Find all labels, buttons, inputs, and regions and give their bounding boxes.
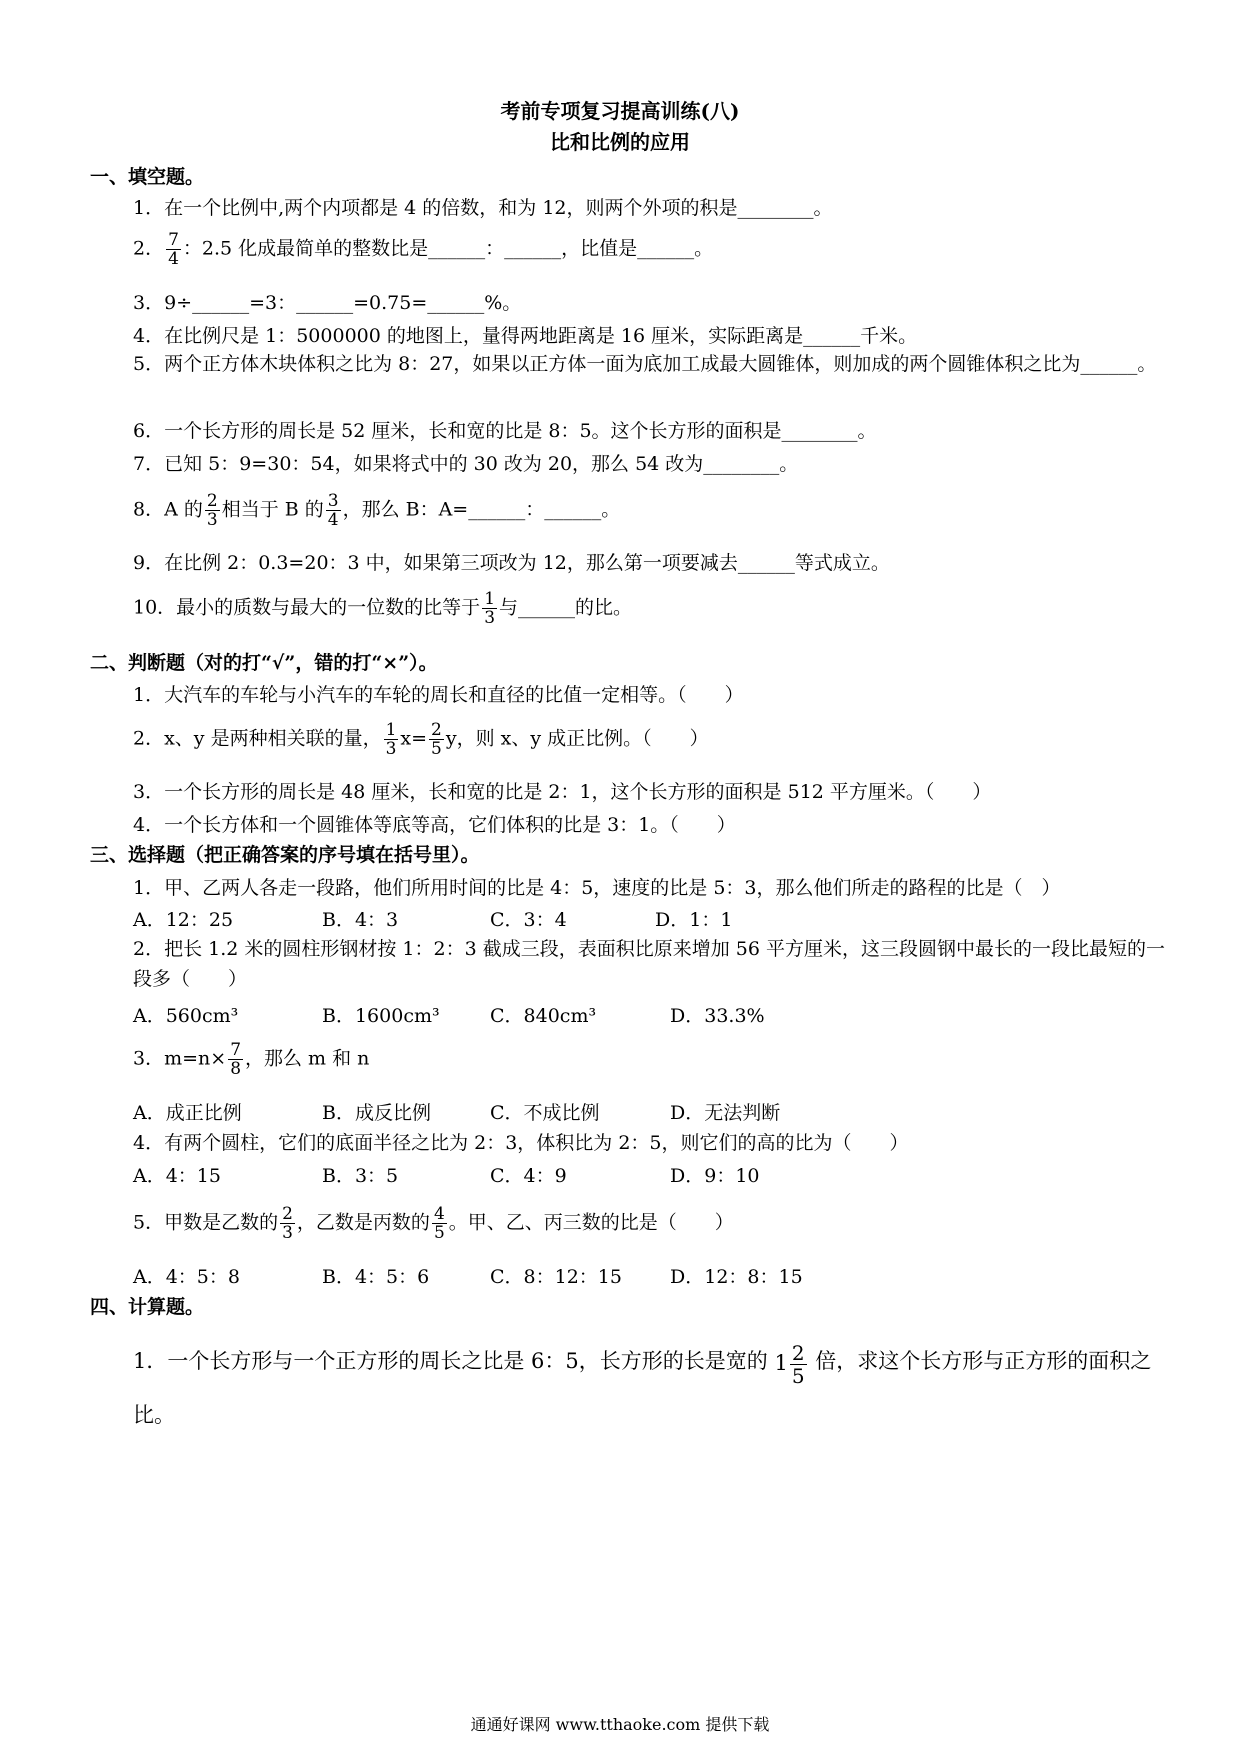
- judge-question-4: 4．一个长方体和一个圆锥体等底等高，它们体积的比是 3：1。（ ）: [133, 814, 736, 836]
- fill-question-7: 7．已知 5：9=30：54，如果将式中的 30 改为 20，那么 54 改为________。: [133, 453, 799, 475]
- choice-q3-option-a: A．成正比例: [133, 1102, 242, 1124]
- choice-q3-option-b: B．成反比例: [322, 1102, 431, 1124]
- choice-q5-option-a: A．4：5：8: [133, 1266, 240, 1288]
- choice-q1-option-a: A．12：25: [133, 909, 234, 931]
- choice-q5-option-d: D．12：8：15: [670, 1266, 803, 1288]
- fill-question-9: 9．在比例 2：0.3=20：3 中，如果第三项改为 12，那么第一项要减去______等式成立。: [133, 552, 890, 574]
- choice-q4-option-a: A．4：15: [133, 1165, 221, 1187]
- fraction-numerator: 2: [206, 491, 218, 511]
- choice-q5-option-c: C．8：12：15: [490, 1266, 622, 1288]
- page-footer: 通通好课网 www.tthaoke.com 提供下载: [470, 1715, 770, 1734]
- fraction-numerator: 1: [385, 720, 397, 740]
- choice-q3-option-c: C．不成比例: [490, 1102, 600, 1124]
- judge-question-2: [133, 721, 709, 758]
- choice-q2-option-a: A．560cm³: [133, 1005, 239, 1027]
- fraction-denominator: 4: [327, 510, 339, 530]
- choice-question-5: [133, 1205, 734, 1242]
- fill-q2-prefix: 2．: [133, 237, 165, 260]
- page-title: 考前专项复习提高训练(八): [500, 99, 740, 123]
- choice-question-1: 1．甲、乙两人各走一段路，他们所用时间的比是 4：5，速度的比是 5：3，那么他们所走的路程的比是（ ）: [133, 877, 1061, 899]
- choice-q5-b: ，乙数是丙数的: [296, 1211, 430, 1234]
- fill-question-10: [133, 590, 632, 627]
- fraction-2-5: [429, 721, 444, 758]
- choice-q3-option-d: D．无法判断: [670, 1102, 781, 1124]
- choice-q5-option-b: B．4：5：6: [322, 1266, 430, 1288]
- fill-q10-b: 与______的比。: [499, 596, 633, 619]
- fill-q2-text: ：2.5 化成最简单的整数比是______：______，比值是______。: [182, 237, 714, 260]
- fill-q8-b: 相当于 B 的: [221, 498, 324, 521]
- fraction-denominator: 3: [484, 608, 496, 628]
- fraction-denominator: 5: [433, 1223, 445, 1243]
- fraction-denominator: 3: [282, 1223, 293, 1243]
- fraction-2-3: [205, 492, 220, 529]
- fraction-denominator: 4: [168, 249, 179, 269]
- fill-question-6: 6．一个长方形的周长是 52 厘米，长和宽的比是 8：5。这个长方形的面积是________。: [133, 420, 877, 442]
- fraction-denominator: 5: [791, 1363, 805, 1388]
- choice-q3-b: ，那么 m 和 n: [245, 1047, 370, 1070]
- choice-question-4: 4．有两个圆柱，它们的底面半径之比为 2：3，体积比为 2：5，则它们的高的比为（ ）: [133, 1132, 909, 1154]
- fraction-numerator: 2: [431, 720, 442, 740]
- choice-q2-option-b: B．1600cm³: [322, 1005, 440, 1027]
- choice-question-3: [133, 1041, 369, 1078]
- calc-q1-b: 倍，求这个长方形与正方形的面积之比。: [133, 1349, 1152, 1427]
- judge-q2-a: 2．x、y 是两种相关联的量，: [133, 727, 382, 750]
- fill-question-5: 5．两个正方体木块体积之比为 8：27，如果以正方体一面为底加工成最大圆锥体，则加成的两个圆锥体积之比为______。: [133, 353, 1157, 375]
- mixed-whole: 1: [774, 1350, 788, 1375]
- choice-q4-option-b: B．3：5: [322, 1165, 399, 1187]
- fill-question-8: [133, 492, 620, 529]
- fraction-denominator: 3: [385, 739, 397, 759]
- fraction-3-4: [326, 492, 341, 529]
- fraction-4-5: [432, 1205, 447, 1242]
- section-judge-heading: 二、判断题（对的打“√”，错的打“×”）。: [90, 652, 438, 674]
- choice-q1-option-b: B．4：3: [322, 909, 399, 931]
- fraction-7-8: [228, 1041, 243, 1078]
- fill-question-2: [133, 231, 713, 268]
- fraction-denominator: 8: [230, 1059, 242, 1079]
- section-calc-heading: 四、计算题。: [90, 1296, 205, 1318]
- fill-question-3: 3．9÷______=3：______=0.75=______%。: [133, 292, 522, 314]
- mixed-number: [774, 1337, 808, 1389]
- fraction-numerator: 4: [433, 1204, 445, 1224]
- fraction-numerator: 3: [327, 491, 339, 511]
- choice-q4-option-d: D．9：10: [670, 1165, 760, 1187]
- fraction-denominator: 3: [206, 510, 218, 530]
- choice-q3-a: 3．m=n×: [133, 1047, 227, 1070]
- calc-question-1: [133, 1335, 1178, 1441]
- fraction-numerator: 1: [484, 589, 496, 609]
- fill-q8-a: 8．A 的: [133, 498, 203, 521]
- choice-q1-option-d: D．1：1: [655, 909, 733, 931]
- fill-q8-c: ，那么 B：A=______：______。: [342, 498, 621, 521]
- choice-q5-a: 5．甲数是乙数的: [133, 1211, 279, 1234]
- choice-q5-c: 。甲、乙、丙三数的比是（ ）: [448, 1211, 734, 1234]
- judge-q2-c: y，则 x、y 成正比例。（ ）: [445, 727, 709, 750]
- choice-q2-option-d: D．33.3%: [670, 1005, 765, 1027]
- fraction-7-4: [166, 231, 181, 268]
- section-fill-heading: 一、填空题。: [90, 166, 205, 188]
- calc-q1-a: 1．一个长方形与一个正方形的周长之比是 6：5，长方形的长是宽的: [133, 1349, 768, 1373]
- judge-q2-b: x=: [400, 727, 428, 750]
- section-choice-heading: 三、选择题（把正确答案的序号填在括号里）。: [90, 844, 480, 866]
- fraction-1-3: [482, 590, 497, 627]
- fraction-numerator: 2: [791, 1340, 805, 1365]
- fill-question-1: 1．在一个比例中,两个内项都是 4 的倍数，和为 12，则两个外项的积是________。: [133, 197, 833, 219]
- judge-question-1: 1．大汽车的车轮与小汽车的车轮的周长和直径的比值一定相等。（ ）: [133, 684, 744, 706]
- fill-q10-a: 10．最小的质数与最大的一位数的比等于: [133, 596, 481, 619]
- choice-question-2: 2．把长 1.2 米的圆柱形钢材按 1：2：3 截成三段，表面积比原来增加 56 平方厘米，这三段圆钢中最长的一段比最短的一段多（ ）: [133, 938, 1165, 990]
- fraction-denominator: 5: [431, 739, 442, 759]
- fraction-1-3: [384, 721, 399, 758]
- fill-question-4: 4．在比例尺是 1：5000000 的地图上，量得两地距离是 16 厘米，实际距离是______千米。: [133, 325, 918, 347]
- page-subtitle: 比和比例的应用: [550, 130, 690, 154]
- fraction-numerator: 2: [282, 1204, 293, 1224]
- fraction-2-5: [790, 1342, 807, 1387]
- fraction-numerator: 7: [230, 1040, 242, 1060]
- choice-q2-option-c: C．840cm³: [490, 1005, 597, 1027]
- choice-q1-option-c: C．3：4: [490, 909, 567, 931]
- judge-question-3: 3．一个长方形的周长是 48 厘米，长和宽的比是 2：1，这个长方形的面积是 512 平方厘米。（ ）: [133, 781, 992, 803]
- fraction-2-3: [280, 1205, 295, 1242]
- fraction-numerator: 7: [168, 230, 179, 250]
- choice-q4-option-c: C．4：9: [490, 1165, 567, 1187]
